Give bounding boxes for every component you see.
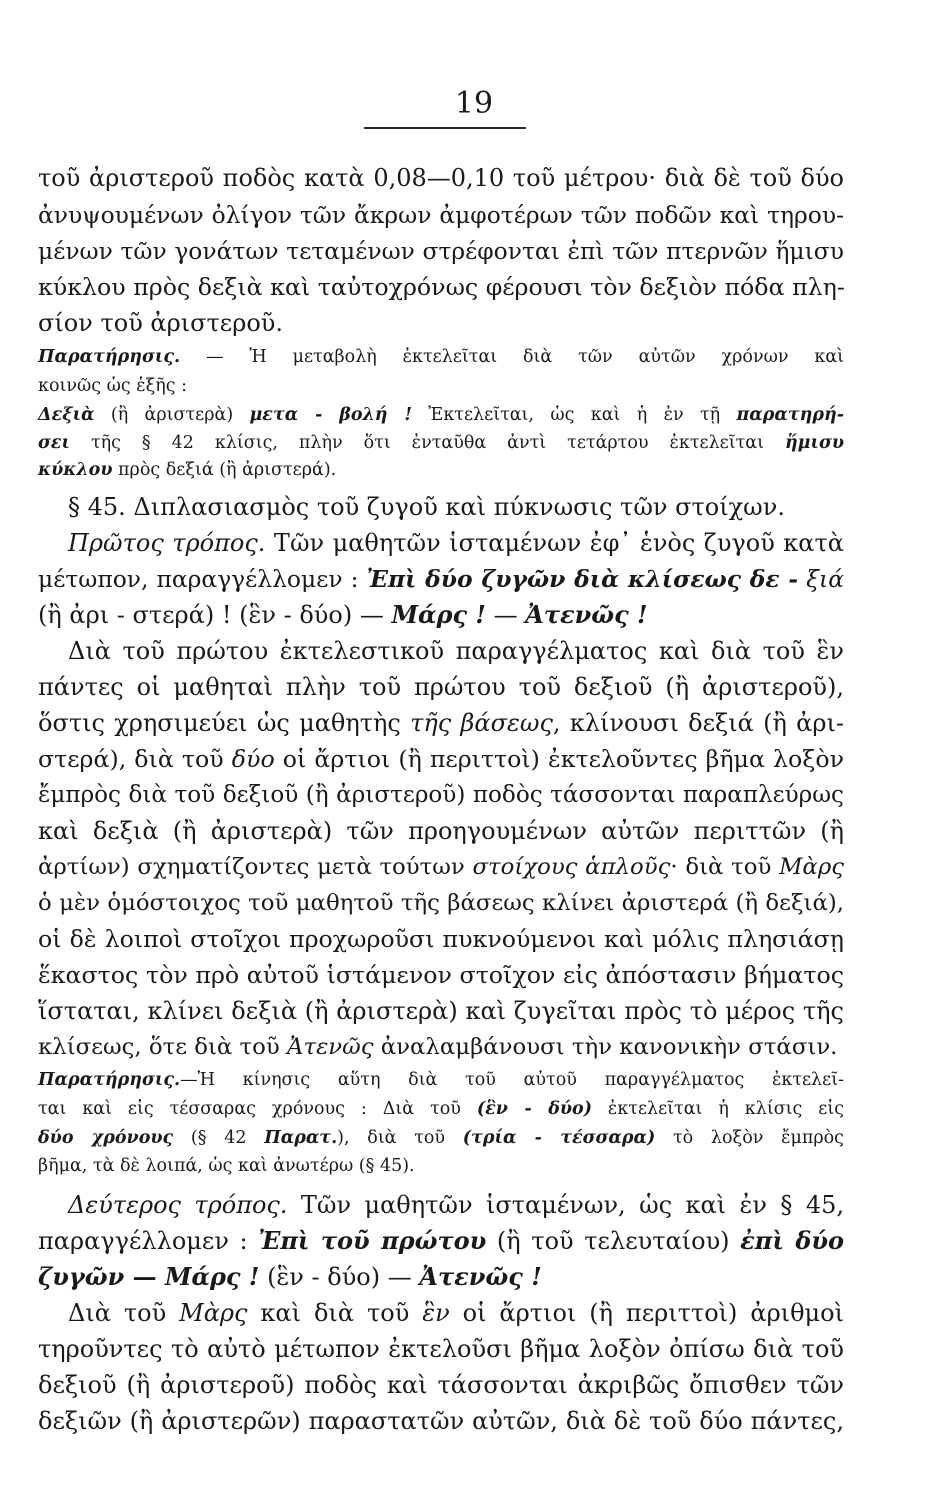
text-line: Διὰ τοῦ Μὰρς καὶ διὰ τοῦ ἓν οἱ ἄρτιοι (ἢ περιττοὶ) ἀριθμοὶ <box>68 1299 844 1327</box>
text-line: τοῦ ἀριστεροῦ ποδὸς κατὰ 0,08—0,10 τοῦ μέτρου· διὰ δὲ τοῦ δύο <box>38 164 844 192</box>
text-line: ὅστις χρησιμεύει ὡς μαθητὴς τῆς βάσεως, κλίνουσι δεξιά (ἢ ἀρι- <box>38 709 844 737</box>
text-line: οἱ δὲ λοιποὶ στοῖχοι προχωροῦσι πυκνούμενοι καὶ μόλις πλησιάσῃ <box>38 925 844 953</box>
text-line: Διὰ τοῦ πρώτου ἐκτελεστικοῦ παραγγέλματος καὶ διὰ τοῦ ἓν <box>68 637 844 665</box>
text-line: μένων τῶν γονάτων τεταμένων στρέφονται ἐπὶ τῶν πτερνῶν ἥμισυ <box>38 237 844 265</box>
text-line: (ἢ ἀρι - στερά) ! (ἓν - δύο) — Μάρς ! — Ἀτενῶς ! <box>38 600 648 629</box>
text-line: ζυγῶν — Μάρς ! (ἓν - δύο) — Ἀτενῶς ! <box>38 1262 542 1291</box>
note-line: ται καὶ εἰς τέσσαρας χρόνους : Διὰ τοῦ (ἓν - δύο) ἐκτελεῖται ἡ κλίσις εἰς <box>38 1099 844 1119</box>
text-line: κύκλου πρὸς δεξιὰ καὶ ταὐτοχρόνως φέρουσι τὸν δεξιὸν πόδα πλη- <box>38 273 845 301</box>
text-line: μέτωπον, παραγγέλλομεν : Ἐπὶ δύο ζυγῶν διὰ κλίσεως δε - ξιά <box>38 565 844 593</box>
text-line: ὁ μὲν ὁμόστοιχος τοῦ μαθητοῦ τῆς βάσεως κλίνει ἀριστερά (ἢ δεξιά), <box>38 890 844 916</box>
note-line: κοινῶς ὡς ἑξῆς : <box>38 376 188 396</box>
header-rule <box>364 127 526 129</box>
text-line: ἵσταται, κλίνει δεξιὰ (ἢ ἀριστερὰ) καὶ ζυγεῖται πρὸς τὸ μέρος τῆς <box>38 997 844 1025</box>
text-line: ἀνυψουμένων ὀλίγον τῶν ἄκρων ἀμφοτέρων τῶν ποδῶν καὶ τηρου- <box>38 201 844 229</box>
text-line: Δεύτερος τρόπος. Τῶν μαθητῶν ἱσταμένων, ὡς καὶ ἐν § 45, <box>68 1191 844 1219</box>
note-line: Παρατήρησις.—Ἡ κίνησις αὕτη διὰ τοῦ αὐτοῦ παραγγέλματος ἐκτελεῖ- <box>38 1070 844 1090</box>
text-line: δεξιῶν (ἢ ἀριστερῶν) παραστατῶν αὐτῶν, διὰ δὲ τοῦ δύο πάντες, <box>38 1407 844 1435</box>
note-line: σει τῆς § 42 κλίσις, πλὴν ὅτι ἐνταῦθα ἀντὶ τετάρτου ἐκτελεῖται ἥμισυ <box>38 433 844 453</box>
text-line: κλίσεως, ὅτε διὰ τοῦ Ἀτενῶς ἀναλαμβάνουσι τὴν κανονικὴν στάσιν. <box>38 1034 838 1060</box>
note-line: βῆμα, τὰ δὲ λοιπά, ὡς καὶ ἀνωτέρω (§ 45). <box>38 1156 415 1176</box>
text-line: σίον τοῦ ἀριστεροῦ. <box>38 309 284 337</box>
note-line: Δεξιὰ (ἢ ἀριστερὰ) μετα - βολή ! Ἐκτελεῖται, ὡς καὶ ἡ ἐν τῇ παρατηρή- <box>38 405 844 425</box>
text-line: ἔμπρὸς διὰ τοῦ δεξιοῦ (ἢ ἀριστεροῦ) ποδὸς τάσσονται παραπλεύρως <box>38 782 844 808</box>
page-number: 19 <box>454 86 494 121</box>
note-line: Παρατήρησις. — Ἡ μεταβολὴ ἐκτελεῖται διὰ τῶν αὐτῶν χρόνων καὶ <box>38 347 844 367</box>
text-line: ἕκαστος τὸν πρὸ αὐτοῦ ἱστάμενον στοῖχον εἰς ἀπόστασιν βήματος <box>38 961 844 989</box>
section-heading: § 45. Διπλασιασμὸς τοῦ ζυγοῦ καὶ πύκνωσις τῶν στοίχων. <box>68 493 785 521</box>
text-line: ἀρτίων) σχηματίζοντες μετὰ τούτων στοίχους ἁπλοῦς· διὰ τοῦ Μὰρς <box>38 854 844 880</box>
text-line: παραγγέλλομεν : Ἐπὶ τοῦ πρώτου (ἢ τοῦ τελευταίου) ἐπὶ δύο <box>38 1226 845 1255</box>
note-line: δύο χρόνους (§ 42 Παρατ.), διὰ τοῦ (τρία - τέσσαρα) τὸ λοξὸν ἔμπρὸς <box>38 1128 844 1148</box>
note-line: κύκλου πρὸς δεξιά (ἢ ἀριστερά). <box>38 460 337 480</box>
text-line: τηροῦντες τὸ αὐτὸ μέτωπον ἐκτελοῦσι βῆμα λοξὸν ὀπίσω διὰ τοῦ <box>38 1335 844 1363</box>
text-line: δεξιοῦ (ἢ ἀριστεροῦ) ποδὸς καὶ τάσσονται ἀκριβῶς ὄπισθεν τῶν <box>38 1371 844 1399</box>
text-line: καὶ δεξιὰ (ἢ ἀριστερὰ) τῶν προηγουμένων αὐτῶν περιττῶν (ἢ <box>38 817 844 845</box>
text-line: στερά), διὰ τοῦ δύο οἱ ἄρτιοι (ἢ περιττοὶ) ἐκτελοῦντες βῆμα λοξὸν <box>38 745 844 773</box>
text-line: Πρῶτος τρόπος. Τῶν μαθητῶν ἱσταμένων ἐφ᾽ ἑνὸς ζυγοῦ κατὰ <box>68 529 844 557</box>
text-line: πάντες οἱ μαθηταὶ πλὴν τοῦ πρώτου τοῦ δεξιοῦ (ἢ ἀριστεροῦ), <box>38 673 844 701</box>
